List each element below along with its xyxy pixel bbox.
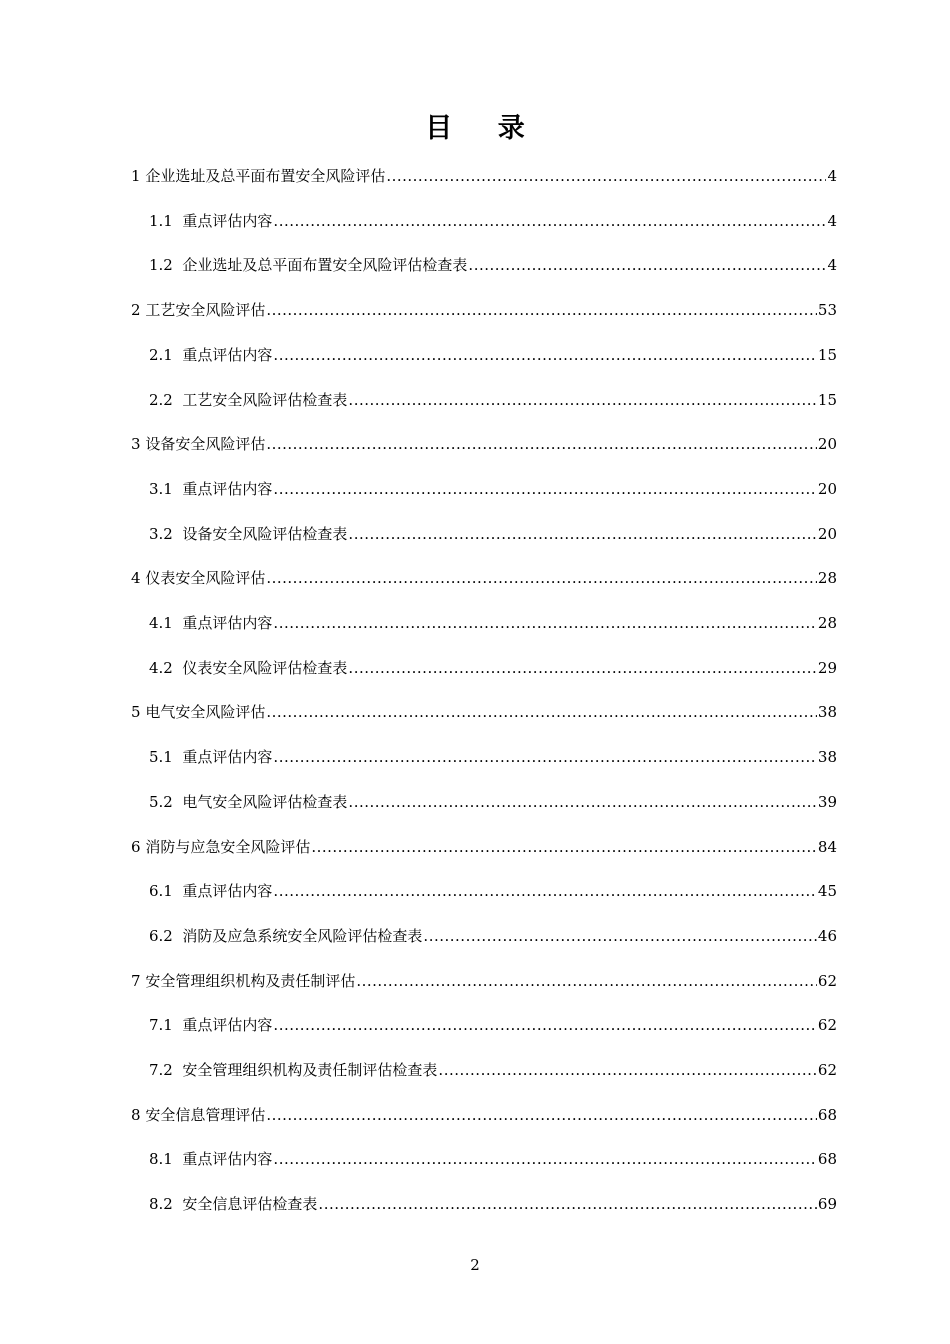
toc-dot-leader (386, 165, 826, 187)
toc-entry-number: 3 (131, 435, 146, 454)
toc-dot-leader (266, 567, 817, 589)
toc-entry-page: 4 (827, 167, 837, 185)
toc-dot-leader (273, 746, 816, 768)
toc-dot-leader (273, 478, 816, 500)
toc-section-entry[interactable] (149, 925, 837, 947)
toc-entry-label: 工艺安全风险评估检查表 (182, 390, 348, 409)
toc-entry-page: 45 (817, 882, 837, 901)
toc-dot-leader (273, 1148, 816, 1170)
toc-dot-leader (348, 389, 816, 411)
toc-entry-page: 28 (817, 569, 837, 588)
toc-entry-number: 3.1 (149, 479, 183, 498)
toc-dot-leader (266, 433, 817, 455)
toc-entry-number: 7.1 (149, 1016, 183, 1035)
toc-chapter-entry[interactable] (131, 433, 837, 455)
toc-entry-page: 15 (817, 345, 837, 364)
toc-entry-label: 消防及应急系统安全风险评估检查表 (182, 926, 423, 945)
toc-entry-number: 4.2 (149, 658, 183, 677)
toc-section-entry[interactable] (149, 389, 837, 411)
toc-entry-label: 工艺安全风险评估 (145, 301, 266, 320)
toc-entry-page: 38 (817, 703, 837, 722)
toc-entry-page: 20 (817, 479, 837, 498)
toc-entry-page: 39 (817, 792, 837, 811)
toc-dot-leader (348, 791, 816, 813)
toc-entry-page: 4 (827, 256, 837, 275)
toc-entry-number: 4.1 (149, 614, 183, 632)
toc-dot-leader (266, 701, 817, 723)
toc-dot-leader (266, 1104, 817, 1126)
toc-entry-label: 设备安全风险评估 (145, 435, 266, 454)
toc-entry-label: 消防与应急安全风险评估 (145, 837, 311, 856)
toc-entry-page: 53 (817, 301, 837, 320)
toc-section-entry[interactable] (149, 523, 837, 545)
toc-entry-label: 重点评估内容 (182, 882, 273, 901)
toc-chapter-entry[interactable] (131, 970, 837, 992)
toc-dot-leader (266, 299, 817, 321)
toc-entry-number: 6 (131, 837, 146, 856)
toc-section-entry[interactable] (149, 746, 837, 768)
toc-entry-number: 2.2 (149, 390, 183, 409)
toc-entry-page: 84 (817, 837, 837, 856)
toc-dot-leader (348, 523, 816, 545)
toc-entry-number: 4 (131, 569, 146, 588)
toc-chapter-entry[interactable] (131, 165, 837, 187)
toc-entry-label: 设备安全风险评估检查表 (182, 524, 348, 543)
page-title: 目 录 (425, 113, 543, 144)
toc-entry-number: 1 (131, 167, 146, 185)
toc-dot-leader (356, 970, 817, 992)
toc-entry-label: 重点评估内容 (182, 1150, 273, 1169)
toc-dot-leader (273, 210, 826, 232)
toc-chapter-entry[interactable] (131, 701, 837, 723)
toc-entry-label: 重点评估内容 (182, 1016, 273, 1035)
toc-section-entry[interactable] (149, 1148, 837, 1170)
toc-chapter-entry[interactable] (131, 299, 837, 321)
page-number: 2 (470, 1256, 480, 1274)
toc-entry-label: 企业选址及总平面布置安全风险评估 (145, 167, 386, 185)
toc-entry-label: 重点评估内容 (182, 211, 273, 230)
toc-entry-label: 重点评估内容 (182, 345, 273, 364)
toc-entry-page: 62 (817, 1016, 837, 1035)
toc-dot-leader (273, 612, 816, 634)
toc-dot-leader (348, 657, 816, 679)
toc-entry-number: 8.2 (149, 1195, 183, 1214)
toc-section-entry[interactable] (149, 791, 837, 813)
toc-section-entry[interactable] (149, 1193, 837, 1215)
toc-entry-number: 5.2 (149, 792, 183, 811)
toc-section-entry[interactable] (149, 612, 837, 634)
toc-entry-page: 68 (817, 1150, 837, 1169)
toc-entry-label: 仪表安全风险评估 (145, 569, 266, 588)
toc-entry-label: 重点评估内容 (182, 479, 273, 498)
toc-chapter-entry[interactable] (131, 567, 837, 589)
toc-dot-leader (438, 1059, 816, 1081)
toc-dot-leader (273, 1014, 816, 1036)
toc-entry-page: 46 (817, 926, 837, 945)
toc-entry-number: 7 (131, 971, 146, 990)
toc-entry-label: 安全信息管理评估 (145, 1105, 266, 1124)
toc-dot-leader (273, 880, 816, 902)
toc-section-entry[interactable] (149, 210, 837, 232)
toc-entry-number: 1.1 (149, 211, 183, 230)
toc-section-entry[interactable] (149, 254, 837, 276)
toc-dot-leader (273, 344, 816, 366)
toc-section-entry[interactable] (149, 1059, 837, 1081)
toc-section-entry[interactable] (149, 880, 837, 902)
toc-entry-page: 68 (817, 1105, 837, 1124)
toc-entry-page: 62 (817, 971, 837, 990)
toc-entry-page: 62 (817, 1061, 837, 1079)
toc-entry-number: 6.2 (149, 926, 183, 945)
toc-dot-leader (318, 1193, 816, 1215)
toc-entry-page: 69 (817, 1195, 837, 1214)
toc-entry-number: 2.1 (149, 345, 183, 364)
toc-entry-number: 1.2 (149, 256, 183, 275)
toc-entry-label: 安全管理组织机构及责任制评估 (145, 971, 356, 990)
toc-entry-label: 安全管理组织机构及责任制评估检查表 (182, 1061, 438, 1079)
toc-entry-label: 企业选址及总平面布置安全风险评估检查表 (182, 256, 468, 275)
toc-entry-number: 2 (131, 301, 146, 320)
toc-entry-number: 7.2 (149, 1061, 183, 1079)
toc-section-entry[interactable] (149, 344, 837, 366)
toc-chapter-entry[interactable] (131, 1104, 837, 1126)
toc-chapter-entry[interactable] (131, 836, 837, 858)
toc-entry-page: 38 (817, 748, 837, 767)
toc-entry-page: 20 (817, 524, 837, 543)
toc-entry-label: 安全信息评估检查表 (182, 1195, 318, 1214)
toc-entry-label: 重点评估内容 (182, 614, 273, 632)
toc-entry-label: 电气安全风险评估检查表 (182, 792, 348, 811)
toc-dot-leader (423, 925, 816, 947)
toc-entry-page: 20 (817, 435, 837, 454)
toc-section-entry[interactable] (149, 478, 837, 500)
toc-entry-label: 重点评估内容 (182, 748, 273, 767)
toc-entry-label: 仪表安全风险评估检查表 (182, 658, 348, 677)
toc-entry-number: 8.1 (149, 1150, 183, 1169)
toc-entry-page: 28 (817, 614, 837, 632)
toc-section-entry[interactable] (149, 1014, 837, 1036)
toc-entry-number: 3.2 (149, 524, 183, 543)
toc-entry-label: 电气安全风险评估 (145, 703, 266, 722)
toc-dot-leader (468, 254, 826, 276)
toc-entry-page: 15 (817, 390, 837, 409)
toc-entry-number: 5 (131, 703, 146, 722)
toc-entry-page: 4 (827, 211, 837, 230)
toc-section-entry[interactable] (149, 657, 837, 679)
toc-entry-number: 6.1 (149, 882, 183, 901)
toc-dot-leader (311, 836, 817, 858)
toc-entry-page: 29 (817, 658, 837, 677)
toc-entry-number: 8 (131, 1105, 146, 1124)
toc-entry-number: 5.1 (149, 748, 183, 767)
